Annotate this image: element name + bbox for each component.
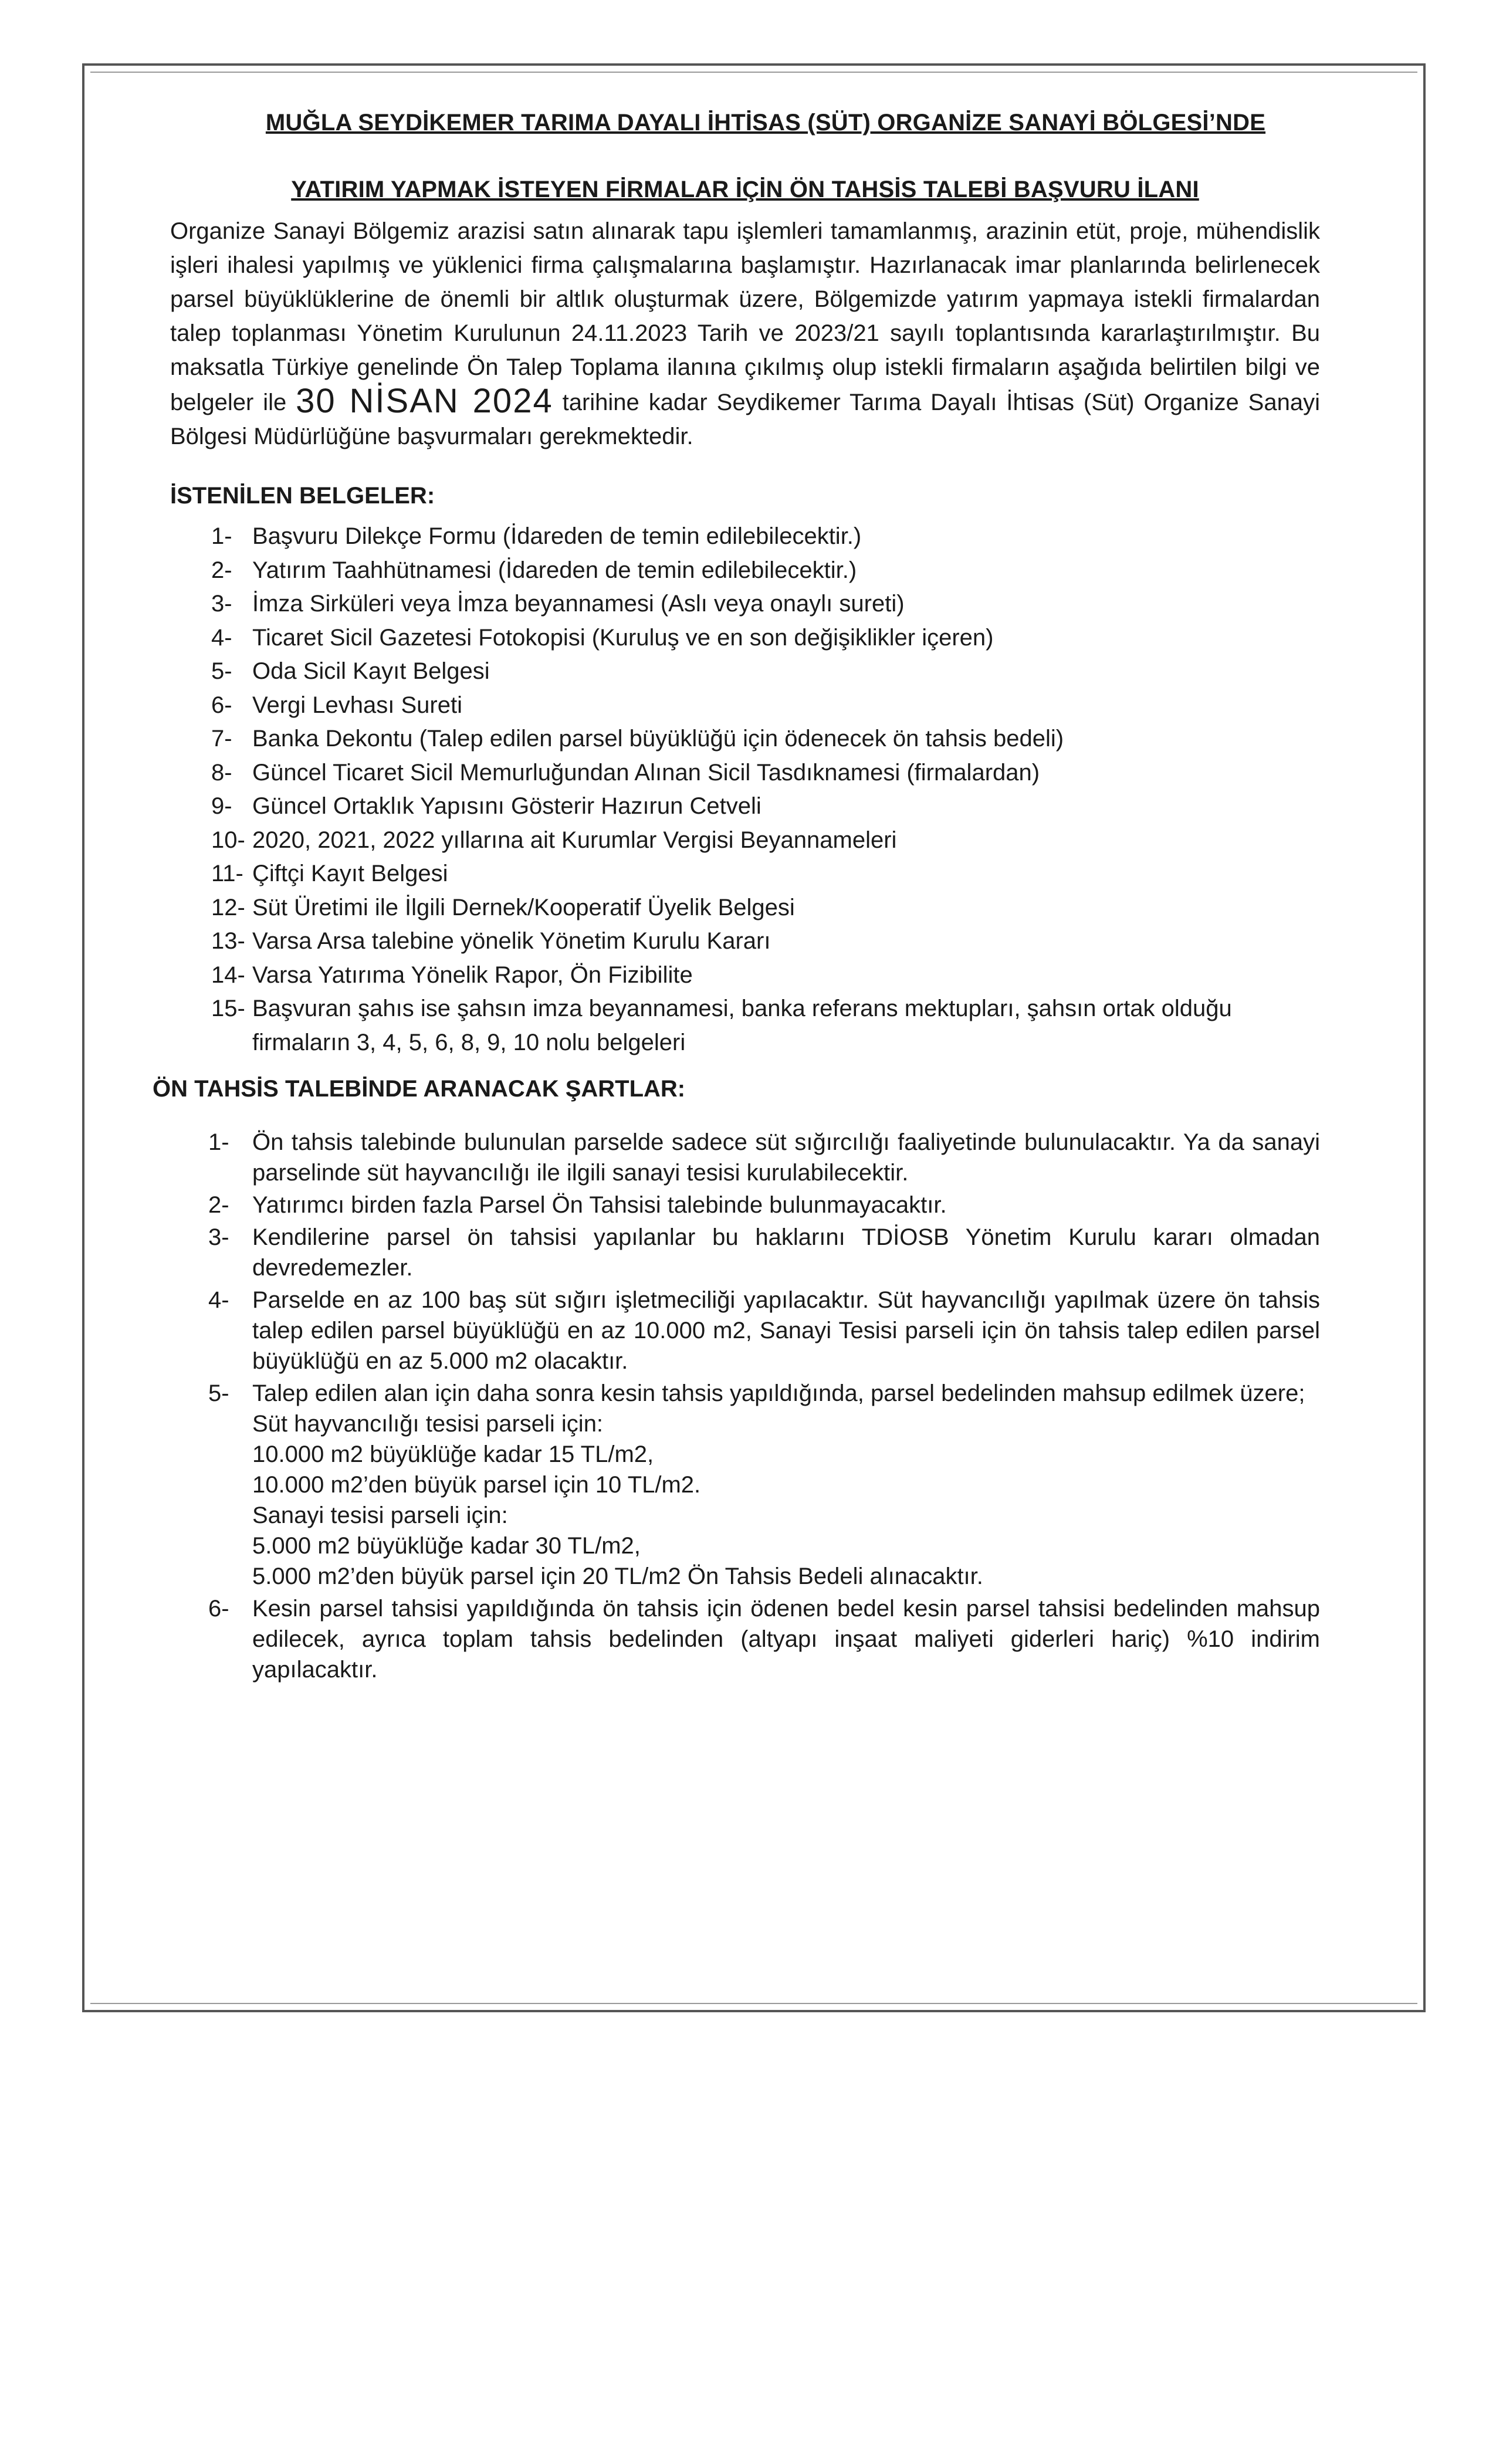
document-item-text: İmza Sirküleri veya İmza beyannamesi (Aslı veya onaylı sureti)	[252, 591, 905, 617]
document-item-number: 9-	[211, 793, 232, 819]
document-item-number: 4-	[211, 624, 232, 651]
required-documents-list	[170, 520, 1320, 1060]
fee-detail-line: 10.000 m2 büyüklüğe kadar 15 TL/m2,	[252, 1441, 654, 1467]
condition-item	[208, 1593, 1320, 1685]
document-item	[211, 621, 1320, 655]
condition-item-body	[252, 1593, 1320, 1685]
document-item-number: 8-	[211, 759, 232, 786]
document-item-number: 10-	[211, 827, 245, 853]
fee-detail-line: Sanayi tesisi parseli için:	[252, 1502, 508, 1528]
document-item-number: 2-	[211, 557, 232, 583]
intro-text-part-2: tarihine kadar Seydikemer Tarıma Dayalı İhtisas (Süt) Organize Sanayi Bölgesi Müdürlüğüne başvurmaları gerekmektedir.	[170, 390, 1320, 449]
condition-item-number: 4-	[208, 1287, 229, 1313]
document-item-text: Başvuru Dilekçe Formu (İdareden de temin edilebilecektir.)	[252, 523, 862, 549]
condition-item-body	[252, 1127, 1320, 1188]
document-item	[211, 857, 1320, 891]
document-item-number: 1-	[211, 523, 232, 549]
condition-item-text: Yatırımcı birden fazla Parsel Ön Tahsisi talebinde bulunmayacaktır.	[252, 1192, 947, 1218]
document-item-text: Varsa Yatırıma Yönelik Rapor, Ön Fizibilite	[252, 962, 693, 988]
document-title-line-1: MUĞLA SEYDİKEMER TARIMA DAYALI İHTİSAS (SÜT) ORGANİZE SANAYİ BÖLGESİ’NDE	[265, 110, 1266, 136]
document-item-text: Vergi Levhası Sureti	[252, 692, 462, 718]
document-item	[211, 554, 1320, 588]
document-item	[211, 520, 1320, 554]
condition-item-body	[252, 1190, 1320, 1220]
document-item-text: Varsa Arsa talebine yönelik Yönetim Kurulu Kararı	[252, 928, 771, 954]
document-item-number: 15-	[211, 996, 245, 1021]
condition-item-text: Talep edilen alan için daha sonra kesin tahsis yapıldığında, parsel bedelinden mahsup edilmek üzere;	[252, 1380, 1305, 1406]
document-item-text: Oda Sicil Kayıt Belgesi	[252, 658, 490, 684]
document-item	[211, 824, 1320, 858]
condition-item-number: 1-	[208, 1129, 229, 1155]
document-item-text: Çiftçi Kayıt Belgesi	[252, 861, 448, 886]
condition-item-text: Kendilerine parsel ön tahsisi yapılanlar bu haklarını TDİOSB Yönetim Kurulu kararı olmadan devredemezler.	[252, 1224, 1320, 1281]
condition-item-body	[252, 1285, 1320, 1376]
document-item	[211, 925, 1320, 959]
condition-item-text: Kesin parsel tahsisi yapıldığında ön tahsis için ödenen bedel kesin parsel tahsisi bedelinden mahsup edilecek, ayrıca toplam tahsis bedelinden (altyapı inşaat maliyeti giderleri hariç) %10 indirim yapılacaktır.	[252, 1596, 1320, 1683]
document-item	[211, 790, 1320, 824]
conditions-heading: ÖN TAHSİS TALEBİNDE ARANACAK ŞARTLAR:	[153, 1076, 686, 1102]
document-item	[211, 959, 1320, 993]
document-item-text: Süt Üretimi ile İlgili Dernek/Kooperatif Üyelik Belgesi	[252, 894, 795, 920]
condition-item-number: 2-	[208, 1192, 229, 1218]
document-item	[211, 655, 1320, 689]
condition-item-text: Ön tahsis talebinde bulunulan parselde sadece süt sığırcılığı faaliyetinde bulunulacaktır. Ya da sanayi parselinde süt hayvancılığı ile ilgili sanayi tesisi kurulabilecektir.	[252, 1129, 1320, 1186]
document-item	[211, 756, 1320, 790]
document-item-number: 13-	[211, 928, 245, 954]
required-documents-heading: İSTENİLEN BELGELER:	[170, 483, 435, 509]
intro-text-part-1: Organize Sanayi Bölgemiz arazisi satın alınarak tapu işlemleri tamamlanmış, arazinin etüt, proje, mühendislik işleri ihalesi yapılmış ve yüklenici firma çalışmalarına başlamıştır. Hazırlanacak imar planlarında belirlenecek parsel büyüklüklerine de önemli bir altlık oluşturmak üzere, Bölgemizde yatırım yapmaya istekli firmalardan talep toplanması Yönetim Kurulunun 24.11.2023 Tarih ve 2023/21 sayılı toplantısında kararlaştırılmıştır. Bu maksatla Türkiye genelinde Ön Talep Toplama ilanına çıkılmış olup istekli firmaların aşağıda belirtilen bilgi ve belgeler ile	[170, 218, 1320, 415]
condition-item	[208, 1127, 1320, 1188]
document-item-number: 12-	[211, 894, 245, 920]
document-item-text: Banka Dekontu (Talep edilen parsel büyüklüğü için ödenecek ön tahsis bedeli)	[252, 726, 1064, 752]
condition-item	[208, 1222, 1320, 1283]
condition-item-number: 5-	[208, 1380, 229, 1406]
fee-detail-line: Süt hayvancılığı tesisi parseli için:	[252, 1411, 604, 1437]
document-item-text: Yatırım Taahhütnamesi (İdareden de temin edilebilecektir.)	[252, 557, 857, 583]
condition-item-number: 6-	[208, 1596, 229, 1622]
document-item	[211, 722, 1320, 756]
condition-item-text: Parselde en az 100 baş süt sığırı işletmeciliği yapılacaktır. Süt hayvancılığı yapılmak üzere ön tahsis talep edilen parsel büyüklüğü en az 10.000 m2, Sanayi Tesisi parseli için ön tahsis talep edilen parsel büyüklüğü en az 5.000 m2 olacaktır.	[252, 1287, 1320, 1374]
condition-item-number: 3-	[208, 1224, 229, 1250]
fee-detail-line: 10.000 m2’den büyük parsel için 10 TL/m2.	[252, 1472, 701, 1498]
announcement-document	[153, 109, 1320, 1687]
document-item-number: 3-	[211, 591, 232, 617]
document-item	[211, 587, 1320, 621]
condition-item-body	[252, 1222, 1320, 1283]
document-item-text: Ticaret Sicil Gazetesi Fotokopisi (Kuruluş ve en son değişiklikler içeren)	[252, 624, 994, 651]
conditions-list	[170, 1127, 1320, 1685]
document-item	[211, 891, 1320, 925]
document-item-text: Güncel Ticaret Sicil Memurluğundan Alınan Sicil Tasdıknamesi (firmalardan)	[252, 759, 1040, 786]
condition-item	[208, 1190, 1320, 1220]
document-title-line-2: YATIRIM YAPMAK İSTEYEN FİRMALAR İÇİN ÖN TAHSİS TALEBİ BAŞVURU İLANI	[291, 177, 1199, 202]
condition-item	[208, 1378, 1320, 1592]
intro-paragraph	[170, 214, 1320, 453]
document-item	[211, 992, 1320, 1060]
document-item-number: 11-	[211, 861, 243, 886]
document-item-number: 5-	[211, 658, 232, 684]
deadline-date: 30 NİSAN 2024	[296, 382, 553, 420]
document-item-text: Güncel Ortaklık Yapısını Gösterir Hazırun Cetveli	[252, 793, 761, 819]
document-item	[211, 689, 1320, 723]
fee-detail-line: 5.000 m2 büyüklüğe kadar 30 TL/m2,	[252, 1533, 641, 1559]
document-item-text: 2020, 2021, 2022 yıllarına ait Kurumlar Vergisi Beyannameleri	[252, 827, 897, 853]
document-item-number: 14-	[211, 962, 245, 988]
document-item-number: 7-	[211, 726, 232, 752]
document-item-number: 6-	[211, 692, 232, 718]
condition-item-body	[252, 1378, 1320, 1592]
condition-item	[208, 1285, 1320, 1376]
document-item-text: Başvuran şahıs ise şahsın imza beyannamesi, banka referans mektupları, şahsın ortak olduğu firmaların 3, 4, 5, 6, 8, 9, 10 nolu belgeleri	[252, 996, 1232, 1055]
fee-detail-line: 5.000 m2’den büyük parsel için 20 TL/m2 Ön Tahsis Bedeli alınacaktır.	[252, 1563, 983, 1589]
